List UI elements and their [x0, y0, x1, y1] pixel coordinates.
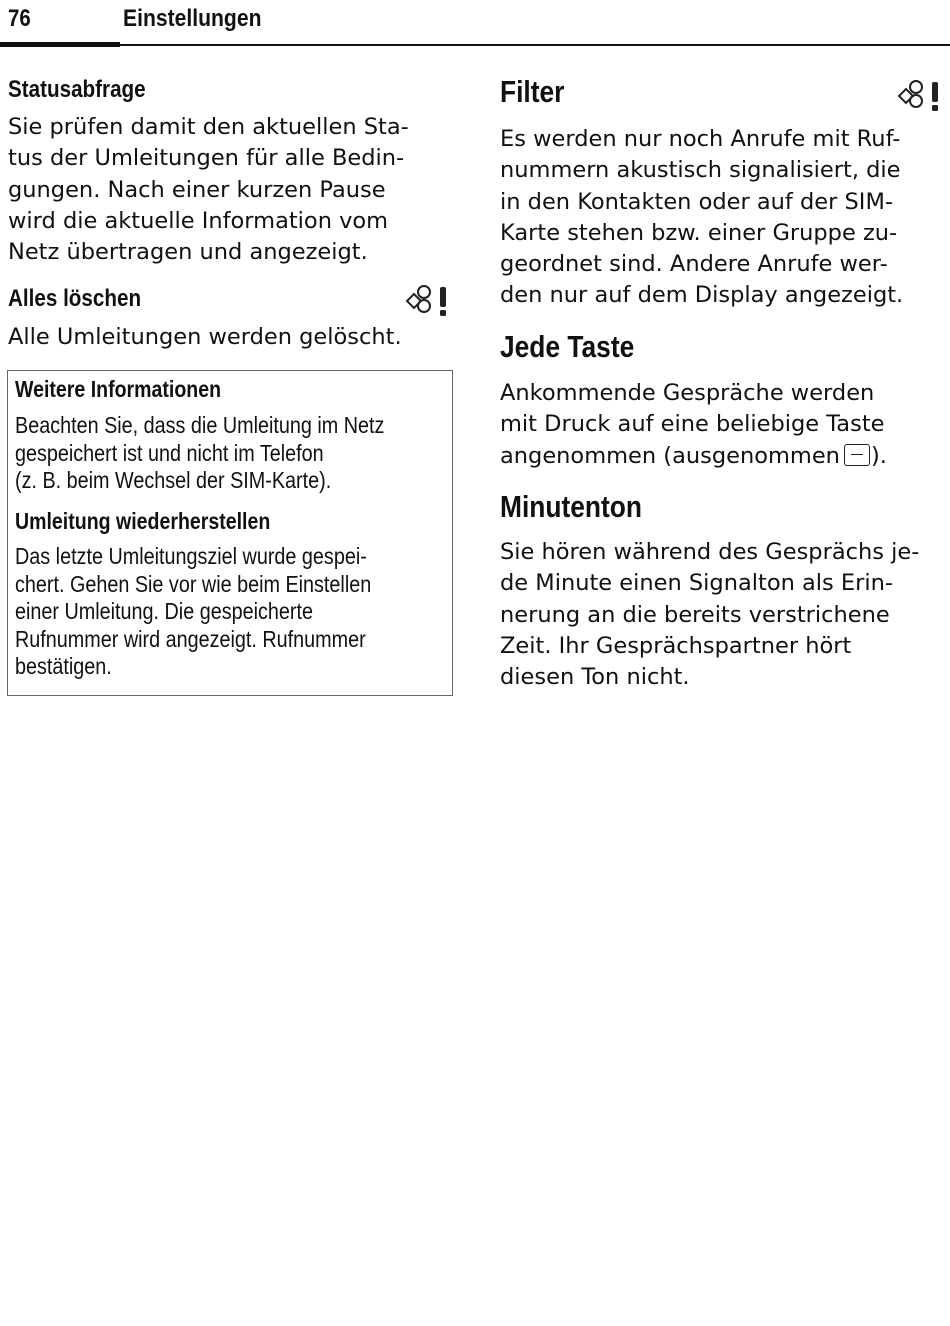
info-box: [7, 370, 453, 696]
section-heading-statusabfrage: Statusabfrage: [8, 76, 146, 103]
section-text-alles-loeschen: Alle Umleitungen werden gelöscht.: [8, 324, 402, 350]
network-service-icon: [896, 79, 944, 117]
section-heading-filter: Filter: [500, 74, 565, 109]
info-box-text-weitere-informationen: Beachten Sie, dass die Umleitung im Netz gespeichert ist und nicht im Telefon (z. B. beim Wechsel der SIM-Karte).: [15, 412, 385, 493]
info-box-text-umleitung-wiederherstellen: Das letzte Umleitungsziel wurde gespei- chert. Gehen Sie vor wie beim Einstellen einer Umleitung. Die gespeicherte Rufnummer wird angezeigt. Rufnummer bestätigen.: [15, 543, 372, 679]
jede-taste-text-end: ).: [870, 442, 887, 469]
header-rule: [0, 44, 950, 46]
chapter-title: Einstellungen: [123, 5, 262, 32]
header-rule-accent: [0, 42, 120, 47]
section-heading-jede-taste: Jede Taste: [500, 329, 635, 364]
page-number: 76: [8, 5, 31, 32]
jede-taste-text: Ankommende Gespräche werden mit Druck auf eine beliebige Taste angenommen (ausgenommen: [500, 380, 885, 469]
section-text-minutenton: Sie hören während des Gesprächs je- de Minute einen Signalton als Erin- nerung an die bereits verstrichene Zeit. Ihr Gesprächspartner hört diesen Ton nicht.: [500, 539, 920, 691]
end-key-icon: [844, 444, 870, 466]
info-box-heading-weitere-informationen: Weitere Informationen: [15, 376, 222, 402]
network-service-icon: [404, 284, 452, 322]
page-header: [0, 0, 950, 48]
section-text-filter: Es werden nur noch Anrufe mit Ruf- nummern akustisch signalisiert, die in den Kontakten oder auf der SIM- Karte stehen bzw. einer Gruppe zu- geordnet sind. Andere Anrufe wer- den nur auf dem Display angezeigt.: [500, 126, 904, 309]
section-text-jede-taste: [500, 378, 887, 472]
section-heading-minutenton: Minutenton: [500, 489, 642, 524]
section-text-statusabfrage: Sie prüfen damit den aktuellen Sta- tus der Umleitungen für alle Bedin- gungen. Nach einer kurzen Pause wird die aktuelle Information vom Netz übertragen und angezeigt.: [8, 114, 409, 266]
section-heading-alles-loeschen: Alles löschen: [8, 285, 142, 312]
info-box-heading-umleitung-wiederherstellen: Umleitung wiederherstellen: [15, 508, 271, 534]
